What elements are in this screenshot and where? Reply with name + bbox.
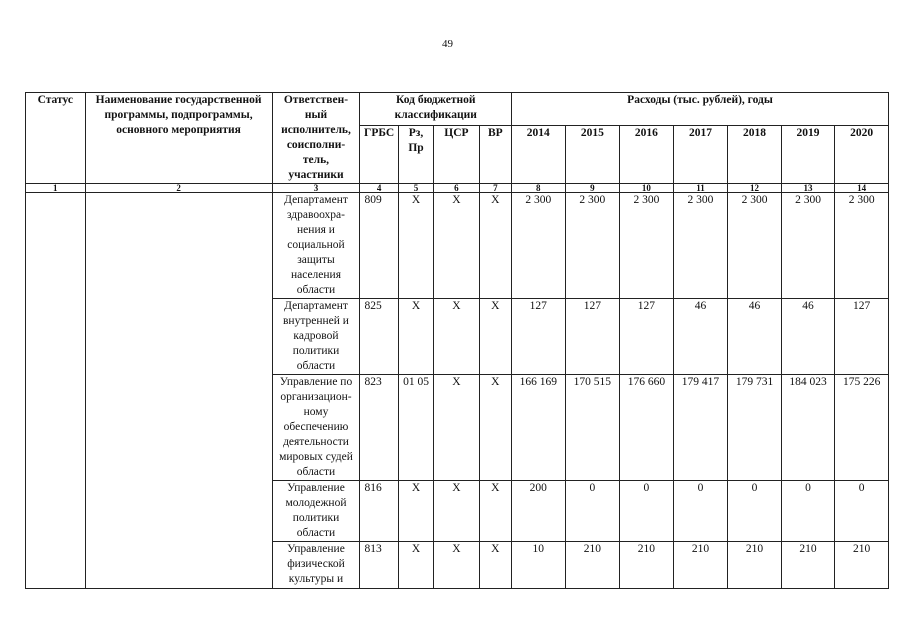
expense-cell: 0 <box>673 481 728 542</box>
header-year: 2020 <box>835 125 889 183</box>
expense-cell: 179 417 <box>673 375 728 481</box>
expense-cell: 175 226 <box>835 375 889 481</box>
vr-cell: Х <box>479 481 511 542</box>
grbs-cell: 823 <box>360 375 398 481</box>
status-cell <box>26 193 86 589</box>
vr-cell: Х <box>479 193 511 299</box>
column-number: 1 <box>26 184 86 193</box>
csr-cell: Х <box>434 193 479 299</box>
expense-cell: 166 169 <box>512 375 566 481</box>
table-row <box>26 193 889 299</box>
expense-cell: 10 <box>512 542 566 589</box>
expense-cell: 127 <box>512 299 566 375</box>
expense-cell: 0 <box>728 481 782 542</box>
column-number: 12 <box>728 184 782 193</box>
expense-cell: 0 <box>620 481 674 542</box>
expense-cell: 2 300 <box>781 193 835 299</box>
executor-cell: Управление по организацион-ному обеспечению деятельности мировых судей области <box>272 375 360 481</box>
expense-cell: 200 <box>512 481 566 542</box>
header-budget-code: Код бюджетной классификации <box>360 93 512 126</box>
header-year: 2017 <box>673 125 728 183</box>
csr-cell: Х <box>434 299 479 375</box>
grbs-cell: 825 <box>360 299 398 375</box>
column-number: 7 <box>479 184 511 193</box>
expense-cell: 127 <box>835 299 889 375</box>
expense-cell: 210 <box>565 542 620 589</box>
header-name: Наименование государственной программы, подпрограммы, основного мероприятия <box>85 93 272 184</box>
column-number-row <box>26 184 889 193</box>
expense-cell: 210 <box>781 542 835 589</box>
column-number: 2 <box>85 184 272 193</box>
expense-cell: 179 731 <box>728 375 782 481</box>
expense-cell: 210 <box>673 542 728 589</box>
column-number: 13 <box>781 184 835 193</box>
expense-cell: 2 300 <box>673 193 728 299</box>
program-name-cell <box>85 193 272 589</box>
rz-pr-cell: Х <box>398 542 433 589</box>
vr-cell: Х <box>479 542 511 589</box>
column-number: 8 <box>512 184 566 193</box>
header-vr: ВР <box>479 125 511 183</box>
expense-cell: 127 <box>620 299 674 375</box>
rz-pr-cell: Х <box>398 299 433 375</box>
csr-cell: Х <box>434 542 479 589</box>
rz-pr-cell: Х <box>398 193 433 299</box>
vr-cell: Х <box>479 299 511 375</box>
csr-cell: Х <box>434 481 479 542</box>
rz-pr-cell: Х <box>398 481 433 542</box>
expense-cell: 0 <box>835 481 889 542</box>
rz-pr-cell: 01 05 <box>398 375 433 481</box>
expense-cell: 2 300 <box>620 193 674 299</box>
expense-cell: 210 <box>835 542 889 589</box>
expense-cell: 2 300 <box>835 193 889 299</box>
column-number: 4 <box>360 184 398 193</box>
expense-cell: 210 <box>728 542 782 589</box>
expense-cell: 170 515 <box>565 375 620 481</box>
column-number: 11 <box>673 184 728 193</box>
grbs-cell: 813 <box>360 542 398 589</box>
header-year: 2018 <box>728 125 782 183</box>
expense-cell: 0 <box>781 481 835 542</box>
expense-cell: 2 300 <box>565 193 620 299</box>
header-rz-pr: Рз, Пр <box>398 125 433 183</box>
executor-cell: Департамент внутренней и кадровой политики области <box>272 299 360 375</box>
header-year: 2015 <box>565 125 620 183</box>
expense-cell: 176 660 <box>620 375 674 481</box>
expense-cell: 0 <box>565 481 620 542</box>
expense-cell: 210 <box>620 542 674 589</box>
header-executor: Ответствен-ный исполнитель, соисполни-тель, участники <box>272 93 360 184</box>
csr-cell: Х <box>434 375 479 481</box>
expense-cell: 46 <box>673 299 728 375</box>
column-number: 10 <box>620 184 674 193</box>
page-number: 49 <box>442 38 453 50</box>
expense-cell: 46 <box>728 299 782 375</box>
column-number: 9 <box>565 184 620 193</box>
header-grbs: ГРБС <box>360 125 398 183</box>
executor-cell: Департамент здравоохра-нения и социальной защиты населения области <box>272 193 360 299</box>
header-status: Статус <box>26 93 86 184</box>
executor-cell: Управление физической культуры и <box>272 542 360 589</box>
header-year: 2016 <box>620 125 674 183</box>
column-number: 5 <box>398 184 433 193</box>
column-number: 14 <box>835 184 889 193</box>
header-year: 2019 <box>781 125 835 183</box>
header-csr: ЦСР <box>434 125 479 183</box>
header-year: 2014 <box>512 125 566 183</box>
column-number: 3 <box>272 184 360 193</box>
grbs-cell: 816 <box>360 481 398 542</box>
executor-cell: Управление молодежной политики области <box>272 481 360 542</box>
expense-cell: 184 023 <box>781 375 835 481</box>
expense-cell: 2 300 <box>512 193 566 299</box>
column-number: 6 <box>434 184 479 193</box>
expense-cell: 46 <box>781 299 835 375</box>
expenses-table <box>25 92 889 589</box>
vr-cell: Х <box>479 375 511 481</box>
grbs-cell: 809 <box>360 193 398 299</box>
expense-cell: 2 300 <box>728 193 782 299</box>
header-expenses: Расходы (тыс. рублей), годы <box>512 93 889 126</box>
expense-cell: 127 <box>565 299 620 375</box>
